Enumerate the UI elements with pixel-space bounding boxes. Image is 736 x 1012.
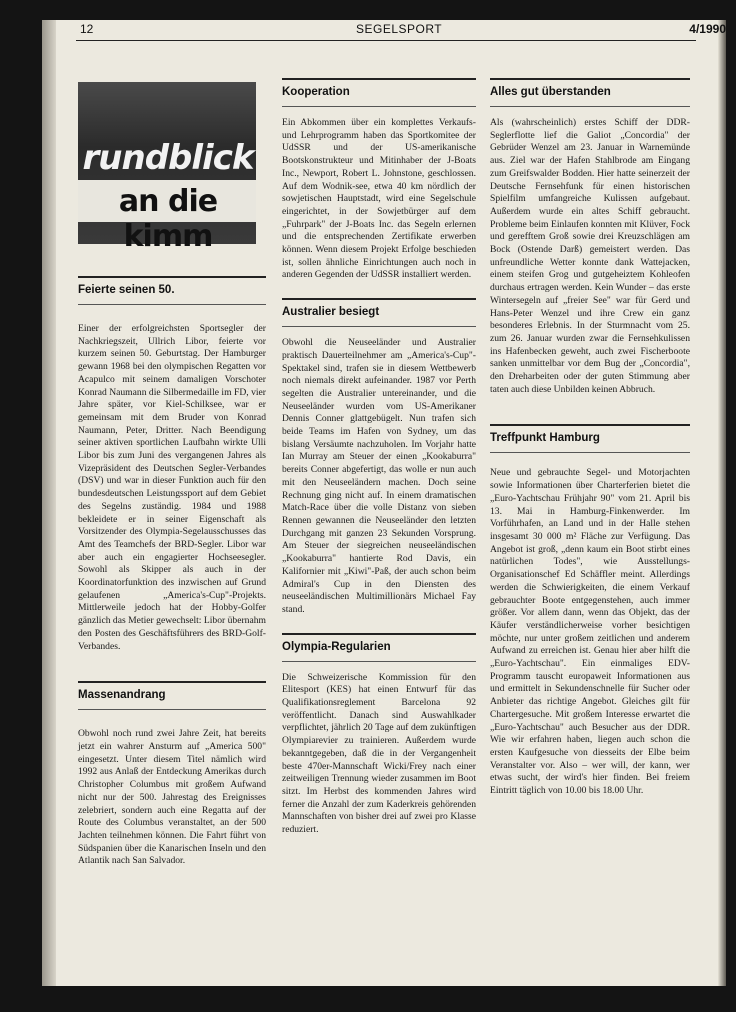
page-header (76, 22, 726, 42)
article-rule (282, 298, 476, 300)
article-rule (490, 78, 690, 80)
article-body: Obwohl die Neuseeländer und Australier praktisch Dauerteilnehmer am „America's-Cup"-Spektakel sind, trafen sie in diesem Wettbewerb noch niemals direkt aufeinander. 1987 vor Perth segelten die Australier untereinander, und die Neuseeländer wurden vom US-Amerikaner Dennis Conner glattgebügelt. Nun trafen sich beide Teams im Hafen von Sydney, um das bislang Versäumte nachzuholen. Im Vorjahr hatte Ian Murray am Steuer der einen „Kookaburra" bereits Conner abgefertigt, das wolle er nun auch mit den Neuseeländern machen. Doch seine Rechnung ging nicht auf. In einem dramatischen Match-Race über die volle Distanz von sieben Rennen gewannen die Neuseeländer den letzten Durchgang mit ganzen 23 Sekunden Vorsprung. Am Steuer der siegreichen neuseeländischen „Kookaburra" hantierte Rod Davis, ein Kalifornier mit „Kiwi"-Paß, der auch schon beim Admiral's Cup in den Diensten des neuseeländischen Multimillionärs Michael Fay stand. (282, 337, 476, 615)
article-body: Einer der erfolgreichsten Sportsegler der Nachkriegszeit, Ullrich Libor, feierte vor kurzem seinen 50. Geburtstag. Der Hamburger gewann 1968 bei den olympischen Regatten vor Acapulco mit seinem damaligen Vorschoter Konrad Naumann die Silbermedaille im FD, vier Jahre später, vor Kiel-Schilksee, war er gemeinsam mit dem Bruder von Konrad Naumann, Peter, Dritter. Nach Beendigung seiner aktiven sportlichen Laufbahn wirkte Ulli Libor bis zum Juni des vergangenen Jahres als Vizepräsident des Deutschen Segler-Verbandes (DSV) und war in dieser Funktion auch für den bundesdeutschen Leistungssport auf dem Gebiet des Segelns zuständig. 1984 und 1988 bekleidete er in seiner Eigenschaft als Vorsitzender des Olympia-Segelausschusses das Amt des Teamchefs der BRD-Segler. Libor war aber auch ein engagierter Hochseesegler. Sowohl als Skipper als auch in der Koordinatorfunktion des inzwischen auf Grund gelaufenen „America's-Cup"-Projekts. Mittlerweile jedoch hat der Hobby-Golfer gänzlich das Metier gewechselt: Libor übernahm den Posten des Geschäftsführers des BRD-Golf-Verbandes. (78, 323, 266, 652)
page-edge (718, 20, 726, 986)
article-body: Neue und gebrauchte Segel- und Motorjachten sowie Informationen über Charterferien bietet die „Euro-Yachtschau Frühjahr 90" vom 21. April bis 13. Mai in Hamburg-Finkenwerder. Im Vorführhafen, an Land und in der Halle stehen insgesamt 30 000 m² Fläche zur Verfügung. Das Angebot ist groß, „denn kaum ein Boot stirbt eines natürlichen Todes", wie Ausstellungs-Organisationschef Ed Schäffler meint. Allerdings werden die Schwierigkeiten, die einem Verkauf gebrauchter Boote entgegenstehen, auch immer größer. Vor allem dann, wenn das Objekt, das der Käufer verständlicherweise vorher besichtigen möchte, nur unter großem zeitlichen und anderem Aufwand zu erreichen ist. Genau hier aber hilft die „Euro-Yachtschau". Ein einmaliges EDV-Programm tauscht europaweit Informationen aus und ermittelt in Sekundenschnelle für Sucher oder Anbieter das richtige Angebot. Gleiches gilt für Chartergesuche. Mit großem Interesse erwartet die „Euro-Yachtschau" auch Besucher aus der DDR. Wie wir erfahren haben, liegen auch schon die ersten Kaufgesuche von diesseits der Elbe beim Veranstalter vor. Also – wer will, der kann, wer etwas sucht, der wird's hier finden. Bei freiem Eintritt täglich von 10.00 bis 18.00 Uhr. (490, 467, 690, 797)
issue-number: 4/1990 (689, 22, 726, 36)
article-body: Obwohl noch rund zwei Jahre Zeit, hat bereits jetzt ein wahrer Ansturm auf „America 500" eingesetzt. Unter diesem Titel nämlich wird 1992 aus Anlaß der Entdeckung Amerikas durch Christopher Columbus mit großem Aufwand nicht nur der 500. Jahrestag des Ereignisses zelebriert, sondern auch eine Regatta auf der Route des Columbus veranstaltet, an der 500 Jachten teilnehmen können. Die Fahrt führt von Südspanien über die Kanarischen Inseln und den Atlantik nach San Salvador. (78, 728, 266, 867)
article-title: Alles gut überstanden (490, 86, 611, 98)
column-3 (490, 78, 690, 798)
header-rule (76, 40, 696, 41)
logo-line-1: rundblick (82, 138, 254, 178)
logo-line-2: an die kimm (118, 184, 218, 254)
article-title: Australier besiegt (282, 306, 380, 319)
article-title: Olympia-Regularien (282, 640, 391, 653)
magazine-title: SEGELSPORT (356, 22, 443, 36)
article-rule (282, 633, 476, 635)
article-rule (78, 681, 266, 683)
article-body: Ein Abkommen über ein komplettes Verkaufs- und Lehrprogramm haben das Sportkomitee der UdSSR und der US-amerikanische Bootskonstrukteur und Mitinhaber der J-Boats Inc., Newport, Robert L. Johnstone, geschlossen. Auf dem Wodnik-see, etwa 40 km nördlich der sowjetischen Hauptstadt, wird eine Segelschule eingerichtet, in der Sowjetbürger auf dem „Fuhrpark" der J-Boats Inc. das Segeln erlernen und die entsprechenden Zertifikate erwerben können. Wenn diesem Projekt Erfolge beschieden ist, sollen ähnliche Einrichtungen auch noch in anderen Gegenden der UdSSR installiert werden. (282, 117, 476, 281)
article-body: Als (wahrscheinlich) erstes Schiff der DDR-Seglerflotte lief die Galiot „Concordia" der Gebrüder Wenzel am 23. Januar in Warnemünde aus. Ziel war der Hafen Stahlbrode am Eingang zum Greifswalder Bodden. Hier hatte seinerzeit der Deutsche Fernsehfunk für einen historischen Spielfilm umfangreiche Kulissen aufgebaut. Außerdem wurde ein altes Schiff gebraucht. Probleme beim Einlaufen konnten mit Klüver, Fock und gerefftem Groß sowie drei Kreuzschlägen am Bock (Ostende Darß) gemeistert werden. Das unfreundliche Wetter konnte dank Wattejacken, einem steifen Grog und gutgeheiztem Kohleofen durchaus ertragen werden. Kein Wunder – das erste Wintersegeln auf „freier See" war für Gerd und Hans-Peter Wenzel und ihre Crew ein ganz besonderes Erlebnis. In der Sturmnacht vom 25. zum 26. Januar wurden zwar die Fernsehkulissen ins Hafenbecken geweht, auch zwei Fischerboote sanken unmittelbar vor dem Bug der „Concordia", den Dreharbeiten oder der guten Stimmung aber taten auch diese Unbilden keinen Abbruch. (490, 117, 690, 395)
section-logo (78, 82, 256, 254)
article-rule (490, 424, 690, 426)
page-binding (42, 20, 56, 986)
article-title: Treffpunkt Hamburg (490, 432, 600, 445)
article-title: Kooperation (282, 86, 350, 98)
article-title: Feierte seinen 50. (78, 284, 175, 296)
article-rule (78, 276, 266, 278)
article-title: Massenandrang (78, 689, 166, 702)
column-2 (282, 78, 476, 837)
article-rule (282, 78, 476, 80)
page-number: 12 (80, 22, 94, 36)
column-1 (78, 50, 266, 868)
article-body: Die Schweizerische Kommission für den Elitesport (KES) hat einen Entwurf für das Qualifikationsreglement Barcelona 92 veröffentlicht. Danach sind Auswahlkader verpflichtet, jährlich 20 Tage auf dem zukünftigen Olympiarevier zu trainieren. Außerdem wurde bekanntgegeben, daß die in der Vergangenheit beste 470er-Mannschaft Wicki/Frey nach einer zeitweiligen Trennung wieder zusammen im Boot sitzt. Im Herbst des kommenden Jahres wird ferner die Anzahl der zum Kaderkreis gehörenden Mannschaften von bisher drei auf zwei pro Klasse reduziert. (282, 671, 476, 836)
